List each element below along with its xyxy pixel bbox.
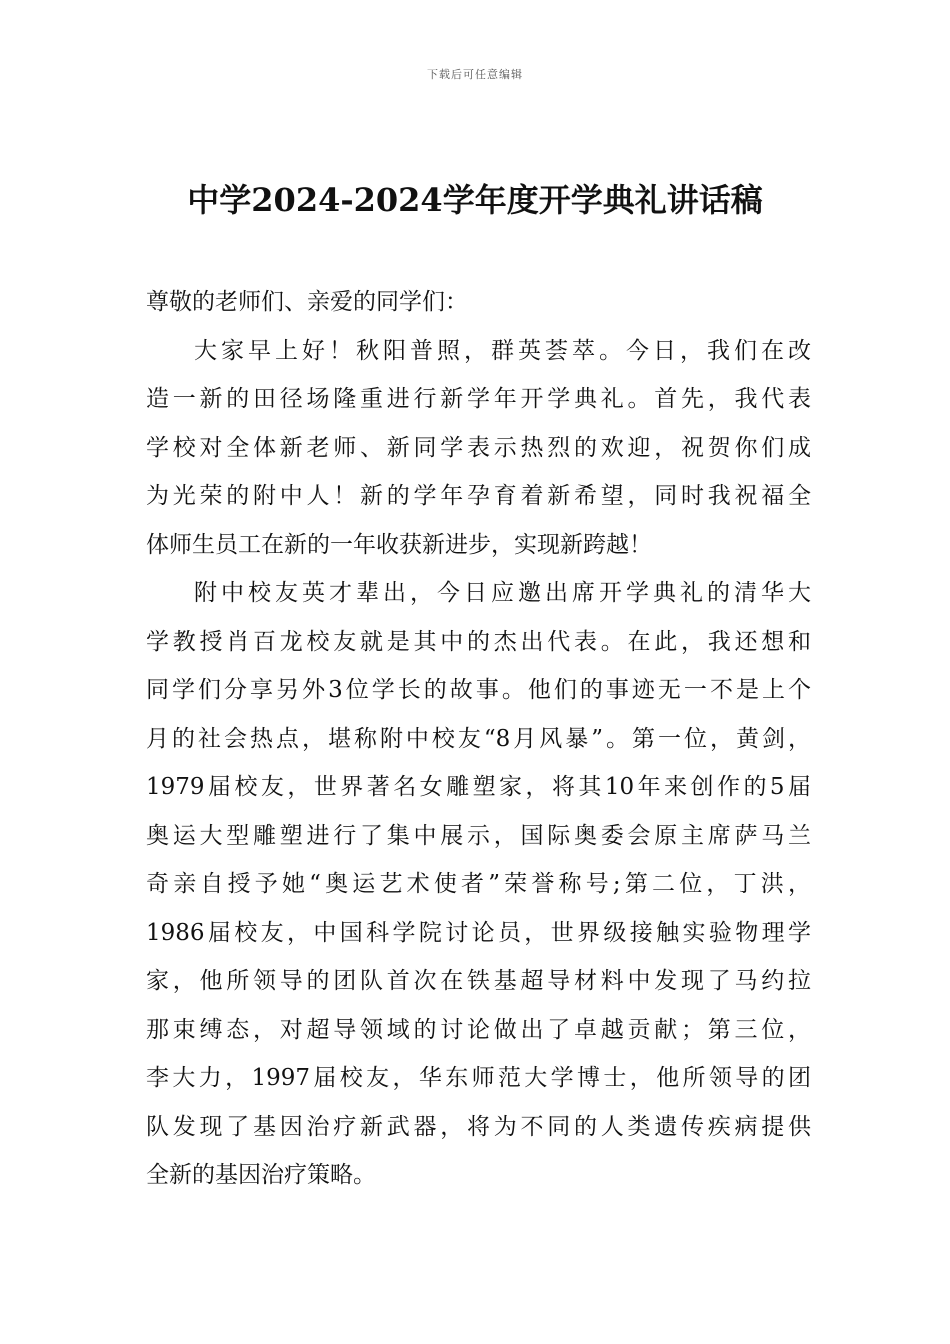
paragraph-line: 大家早上好！秋阳普照，群英荟萃。今日，我们在改 (194, 337, 811, 364)
paragraph-line: 同学们分享另外3位学长的故事。他们的事迹无一不是上个 (146, 677, 811, 703)
header-note: 下载后可任意编辑 (427, 68, 523, 81)
paragraph-line: 奥运大型雕塑进行了集中展示，国际奥委会原主席萨马兰 (146, 822, 811, 849)
paragraph-line: 家，他所领导的团队首次在铁基超导材料中发现了马约拉 (146, 968, 811, 994)
paragraph-line: 全新的基因治疗策略。 (146, 1162, 376, 1188)
paragraph-welcome (146, 327, 811, 570)
salutation: 尊敬的老师们、亲爱的同学们： (146, 289, 468, 315)
document-title: 中学2024-2024学年度开学典礼讲话稿 (187, 181, 763, 219)
paragraph-line: 李大力，1997届校友，华东师范大学博士，他所领导的团 (146, 1065, 811, 1091)
paragraph-line: 体师生员工在新的一年收获新进步，实现新跨越！ (146, 531, 652, 558)
paragraph-alumni (146, 569, 811, 1200)
paragraph-line: 1986届校友，中国科学院讨论员，世界级接触实验物理学 (146, 919, 811, 946)
paragraph-line: 附中校友英才辈出，今日应邀出席开学典礼的清华大 (194, 580, 811, 606)
paragraph-line: 1979届校友，世界著名女雕塑家，将其10年来创作的5届 (146, 774, 811, 800)
document-body (146, 278, 811, 1200)
paragraph-line: 月的社会热点，堪称附中校友“8月风暴”。第一位，黄剑， (146, 725, 811, 752)
paragraph-line: 奇亲自授予她“奥运艺术使者”荣誉称号;第二位，丁洪， (146, 871, 811, 897)
paragraph-line: 为光荣的附中人！新的学年孕育着新希望，同时我祝福全 (146, 483, 811, 509)
paragraph-line: 造一新的田径场隆重进行新学年开学典礼。首先，我代表 (146, 386, 811, 412)
paragraph-line: 学教授肖百龙校友就是其中的杰出代表。在此，我还想和 (146, 628, 811, 655)
paragraph-line: 那束缚态，对超导领域的讨论做出了卓越贡献；第三位， (146, 1016, 811, 1043)
paragraph-line: 学校对全体新老师、新同学表示热烈的欢迎，祝贺你们成 (146, 434, 811, 461)
paragraph-line: 队发现了基因治疗新武器，将为不同的人类遗传疾病提供 (146, 1113, 811, 1140)
